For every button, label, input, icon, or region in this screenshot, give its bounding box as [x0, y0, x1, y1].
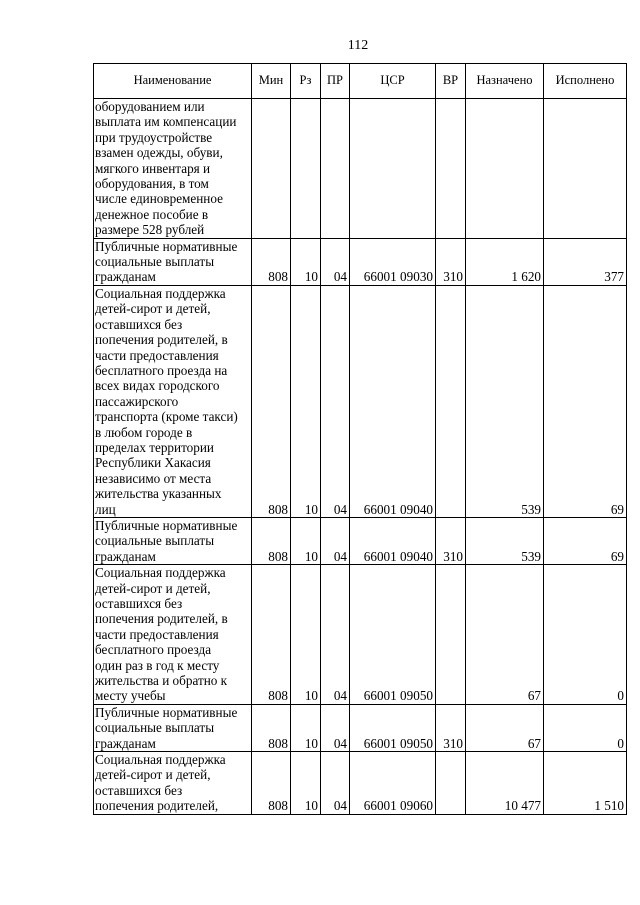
- row-min: 808: [252, 704, 291, 751]
- row-pr: 04: [321, 752, 350, 815]
- row-pr: [321, 99, 350, 239]
- header-vr: ВР: [436, 64, 466, 99]
- row-rz: 10: [291, 517, 321, 564]
- table-row: [94, 704, 627, 751]
- row-csr: 66001 09060: [350, 752, 436, 815]
- row-executed: 377: [544, 238, 627, 285]
- row-assigned: [466, 99, 544, 239]
- row-vr: [436, 99, 466, 239]
- row-rz: 10: [291, 752, 321, 815]
- table-row: [94, 752, 627, 815]
- table-row: [94, 99, 627, 239]
- row-name: Публичные нормативные социальные выплаты гражданам: [94, 517, 252, 564]
- row-name: Социальная поддержка детей-сирот и детей, оставшихся без попечения родителей, в части предоставления бесплатного проезда один раз в год к месту жительства и обратно к месту учебы: [94, 565, 252, 705]
- row-min: 808: [252, 752, 291, 815]
- header-name: Наименование: [94, 64, 252, 99]
- row-name: Социальная поддержка детей-сирот и детей, оставшихся без попечения родителей,: [94, 752, 252, 815]
- header-executed: Исполнено: [544, 64, 627, 99]
- row-pr: 04: [321, 565, 350, 705]
- row-assigned: 10 477: [466, 752, 544, 815]
- row-rz: 10: [291, 285, 321, 517]
- row-name: Публичные нормативные социальные выплаты гражданам: [94, 238, 252, 285]
- row-assigned: 67: [466, 565, 544, 705]
- row-min: 808: [252, 517, 291, 564]
- row-min: 808: [252, 238, 291, 285]
- table-row: [94, 517, 627, 564]
- row-executed: 1 510: [544, 752, 627, 815]
- row-rz: 10: [291, 704, 321, 751]
- row-csr: 66001 09050: [350, 704, 436, 751]
- row-csr: 66001 09040: [350, 517, 436, 564]
- row-assigned: 1 620: [466, 238, 544, 285]
- header-min: Мин: [252, 64, 291, 99]
- row-csr: 66001 09050: [350, 565, 436, 705]
- table-row: [94, 238, 627, 285]
- header-rz: Рз: [291, 64, 321, 99]
- row-pr: 04: [321, 704, 350, 751]
- row-pr: 04: [321, 517, 350, 564]
- row-csr: [350, 99, 436, 239]
- row-assigned: 539: [466, 285, 544, 517]
- header-assigned: Назначено: [466, 64, 544, 99]
- table-header-row: [94, 64, 627, 99]
- row-rz: 10: [291, 565, 321, 705]
- header-csr: ЦСР: [350, 64, 436, 99]
- row-min: 808: [252, 565, 291, 705]
- row-executed: 69: [544, 517, 627, 564]
- row-rz: [291, 99, 321, 239]
- row-vr: 310: [436, 517, 466, 564]
- row-vr: 310: [436, 704, 466, 751]
- row-vr: [436, 285, 466, 517]
- row-name: Социальная поддержка детей-сирот и детей, оставшихся без попечения родителей, в части предоставления бесплатного проезда на всех видах городского пассажирского транспорта (кроме такси) в любом городе в пределах территории Республики Хакасия независимо от места жительства указанных лиц: [94, 285, 252, 517]
- row-min: [252, 99, 291, 239]
- row-pr: 04: [321, 238, 350, 285]
- row-executed: 0: [544, 565, 627, 705]
- header-pr: ПР: [321, 64, 350, 99]
- page-number: 112: [347, 38, 369, 53]
- row-csr: 66001 09030: [350, 238, 436, 285]
- row-name: оборудованием или выплата им компенсации при трудоустройстве взамен одежды, обуви, мягкого инвентаря и оборудования, в том числе единовременное денежное пособие в размере 528 рублей: [94, 99, 252, 239]
- row-executed: 69: [544, 285, 627, 517]
- row-csr: 66001 09040: [350, 285, 436, 517]
- row-assigned: 539: [466, 517, 544, 564]
- budget-table: [93, 63, 627, 815]
- row-vr: [436, 565, 466, 705]
- row-name: Публичные нормативные социальные выплаты гражданам: [94, 704, 252, 751]
- row-executed: [544, 99, 627, 239]
- row-vr: 310: [436, 238, 466, 285]
- row-rz: 10: [291, 238, 321, 285]
- table-row: [94, 565, 627, 705]
- row-pr: 04: [321, 285, 350, 517]
- row-assigned: 67: [466, 704, 544, 751]
- row-min: 808: [252, 285, 291, 517]
- row-vr: [436, 752, 466, 815]
- row-executed: 0: [544, 704, 627, 751]
- table-row: [94, 285, 627, 517]
